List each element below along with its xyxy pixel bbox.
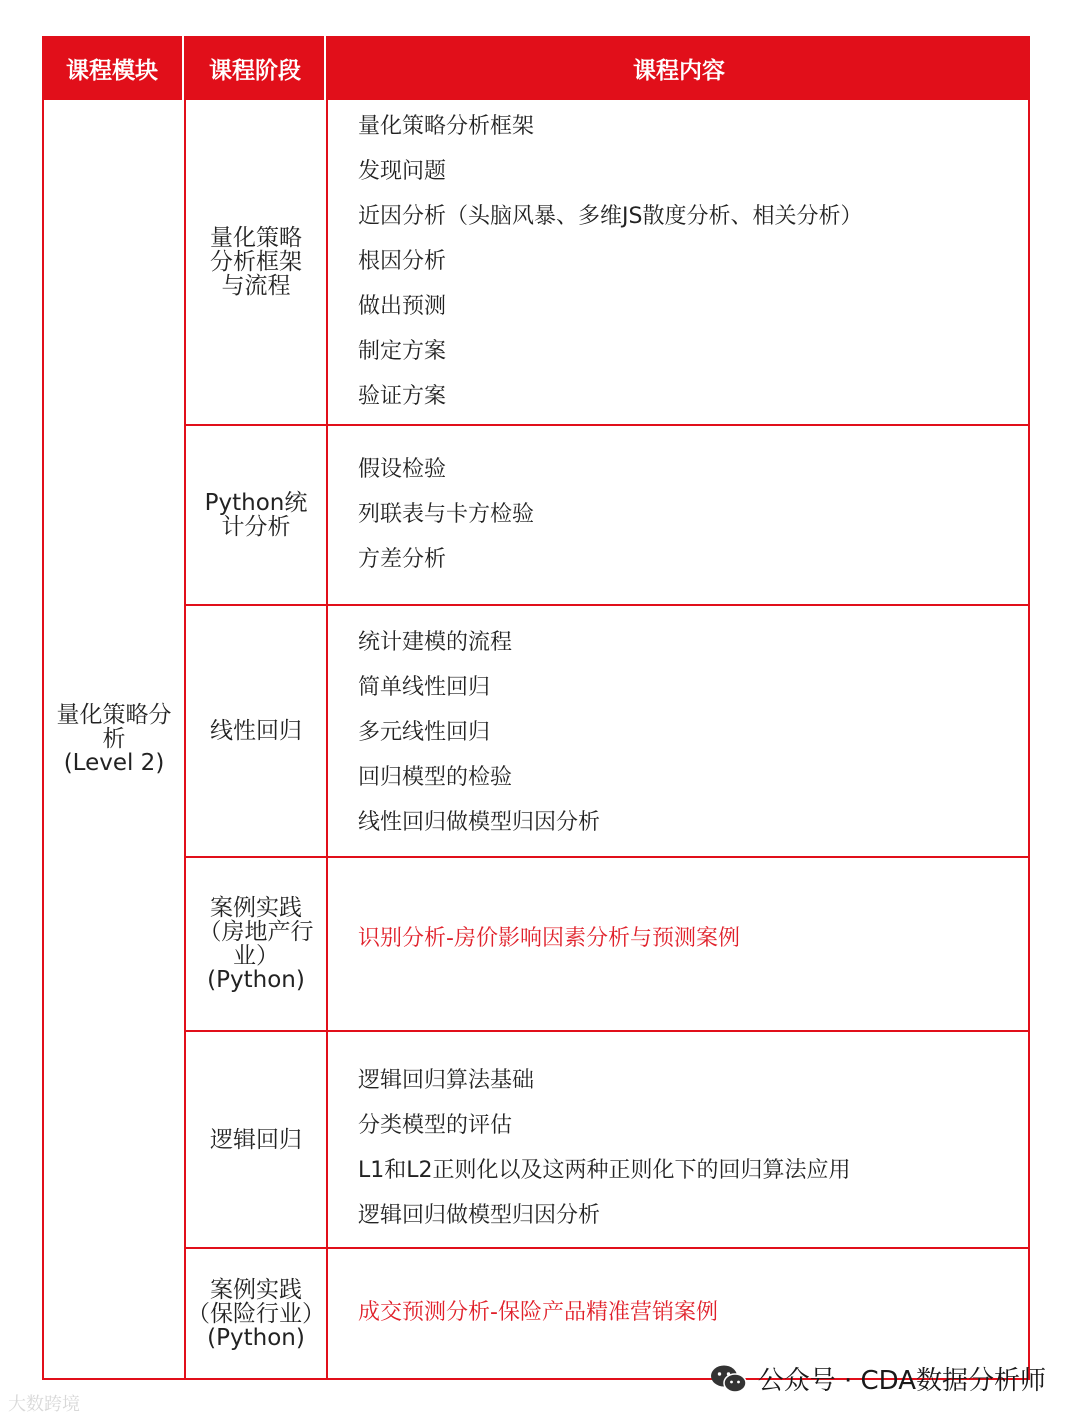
footer-label: 公众号 · CDA数据分析师 [757,1366,1046,1396]
stage-cell [186,100,326,424]
content-item: 制定方案 [358,339,447,364]
stage-line: 与流程 [221,273,291,299]
stage-cell [186,426,326,604]
module-cell [44,100,184,1378]
content-item: 量化策略分析框架 [358,114,535,139]
module-line: 量化策略分 [56,702,172,728]
stage-line: (Python) [207,1324,305,1351]
divider-col2 [326,36,328,1380]
content-item: 根因分析 [358,249,447,274]
content-item: 逻辑回归做模型归因分析 [358,1203,601,1228]
stage-line: Python统 [204,490,308,516]
stage-line: 案例实践 [210,895,302,921]
content-list [358,916,740,961]
stage-line: （保险行业） [187,1300,325,1327]
content-item: 分类模型的评估 [358,1113,513,1138]
content-item: 方差分析 [358,547,447,572]
stage-line: 案例实践 [210,1276,302,1303]
course-table [42,36,1030,1380]
case-study-item: 成交预测分析-保险产品精准营销案例 [358,1300,718,1325]
content-item: 近因分析（头脑风暴、多维JS散度分析、相关分析） [358,204,863,229]
content-item: 做出预测 [358,294,447,319]
content-item: 列联表与卡方检验 [358,502,535,527]
content-list [358,1290,718,1335]
watermark-left: 大数跨境 [8,1394,80,1415]
content-item: 验证方案 [358,384,447,409]
stage-line: （房地产行 [198,919,314,945]
content-list [358,104,862,419]
stage-cell [186,1032,326,1247]
content-list [358,447,534,582]
header-stage: 课程阶段 [186,36,324,100]
stage-line: 分析框架 [210,249,302,275]
border-right [1028,36,1030,1380]
content-list [358,1058,851,1238]
content-item: 简单线性回归 [358,675,491,700]
content-item: 逻辑回归算法基础 [358,1068,535,1093]
content-item: L1和L2正则化以及这两种正则化下的回归算法应用 [358,1158,851,1183]
content-item: 发现问题 [358,159,447,184]
case-study-item: 识别分析-房价影响因素分析与预测案例 [358,926,740,951]
stage-line: 计分析 [221,514,291,540]
stage-cell [186,1249,326,1378]
content-item: 回归模型的检验 [358,765,513,790]
module-line: 析 [102,726,126,752]
content-item: 多元线性回归 [358,720,491,745]
stage-line: 线性回归 [210,718,302,744]
stage-cell [186,858,326,1030]
header-module: 课程模块 [42,36,182,100]
stage-line: 逻辑回归 [210,1126,302,1153]
stage-line: 量化策略 [210,225,302,251]
stage-line: (Python) [207,967,305,993]
footer-account [710,1360,1046,1397]
content-item: 假设检验 [358,457,447,482]
header-content: 课程内容 [328,36,1030,100]
module-line: (Level 2) [63,750,165,776]
stage-line: 业） [233,943,279,969]
content-item: 统计建模的流程 [358,630,513,655]
wechat-icon [710,1364,748,1394]
stage-cell [186,606,326,856]
content-item: 线性回归做模型归因分析 [358,810,601,835]
content-list [358,620,600,845]
